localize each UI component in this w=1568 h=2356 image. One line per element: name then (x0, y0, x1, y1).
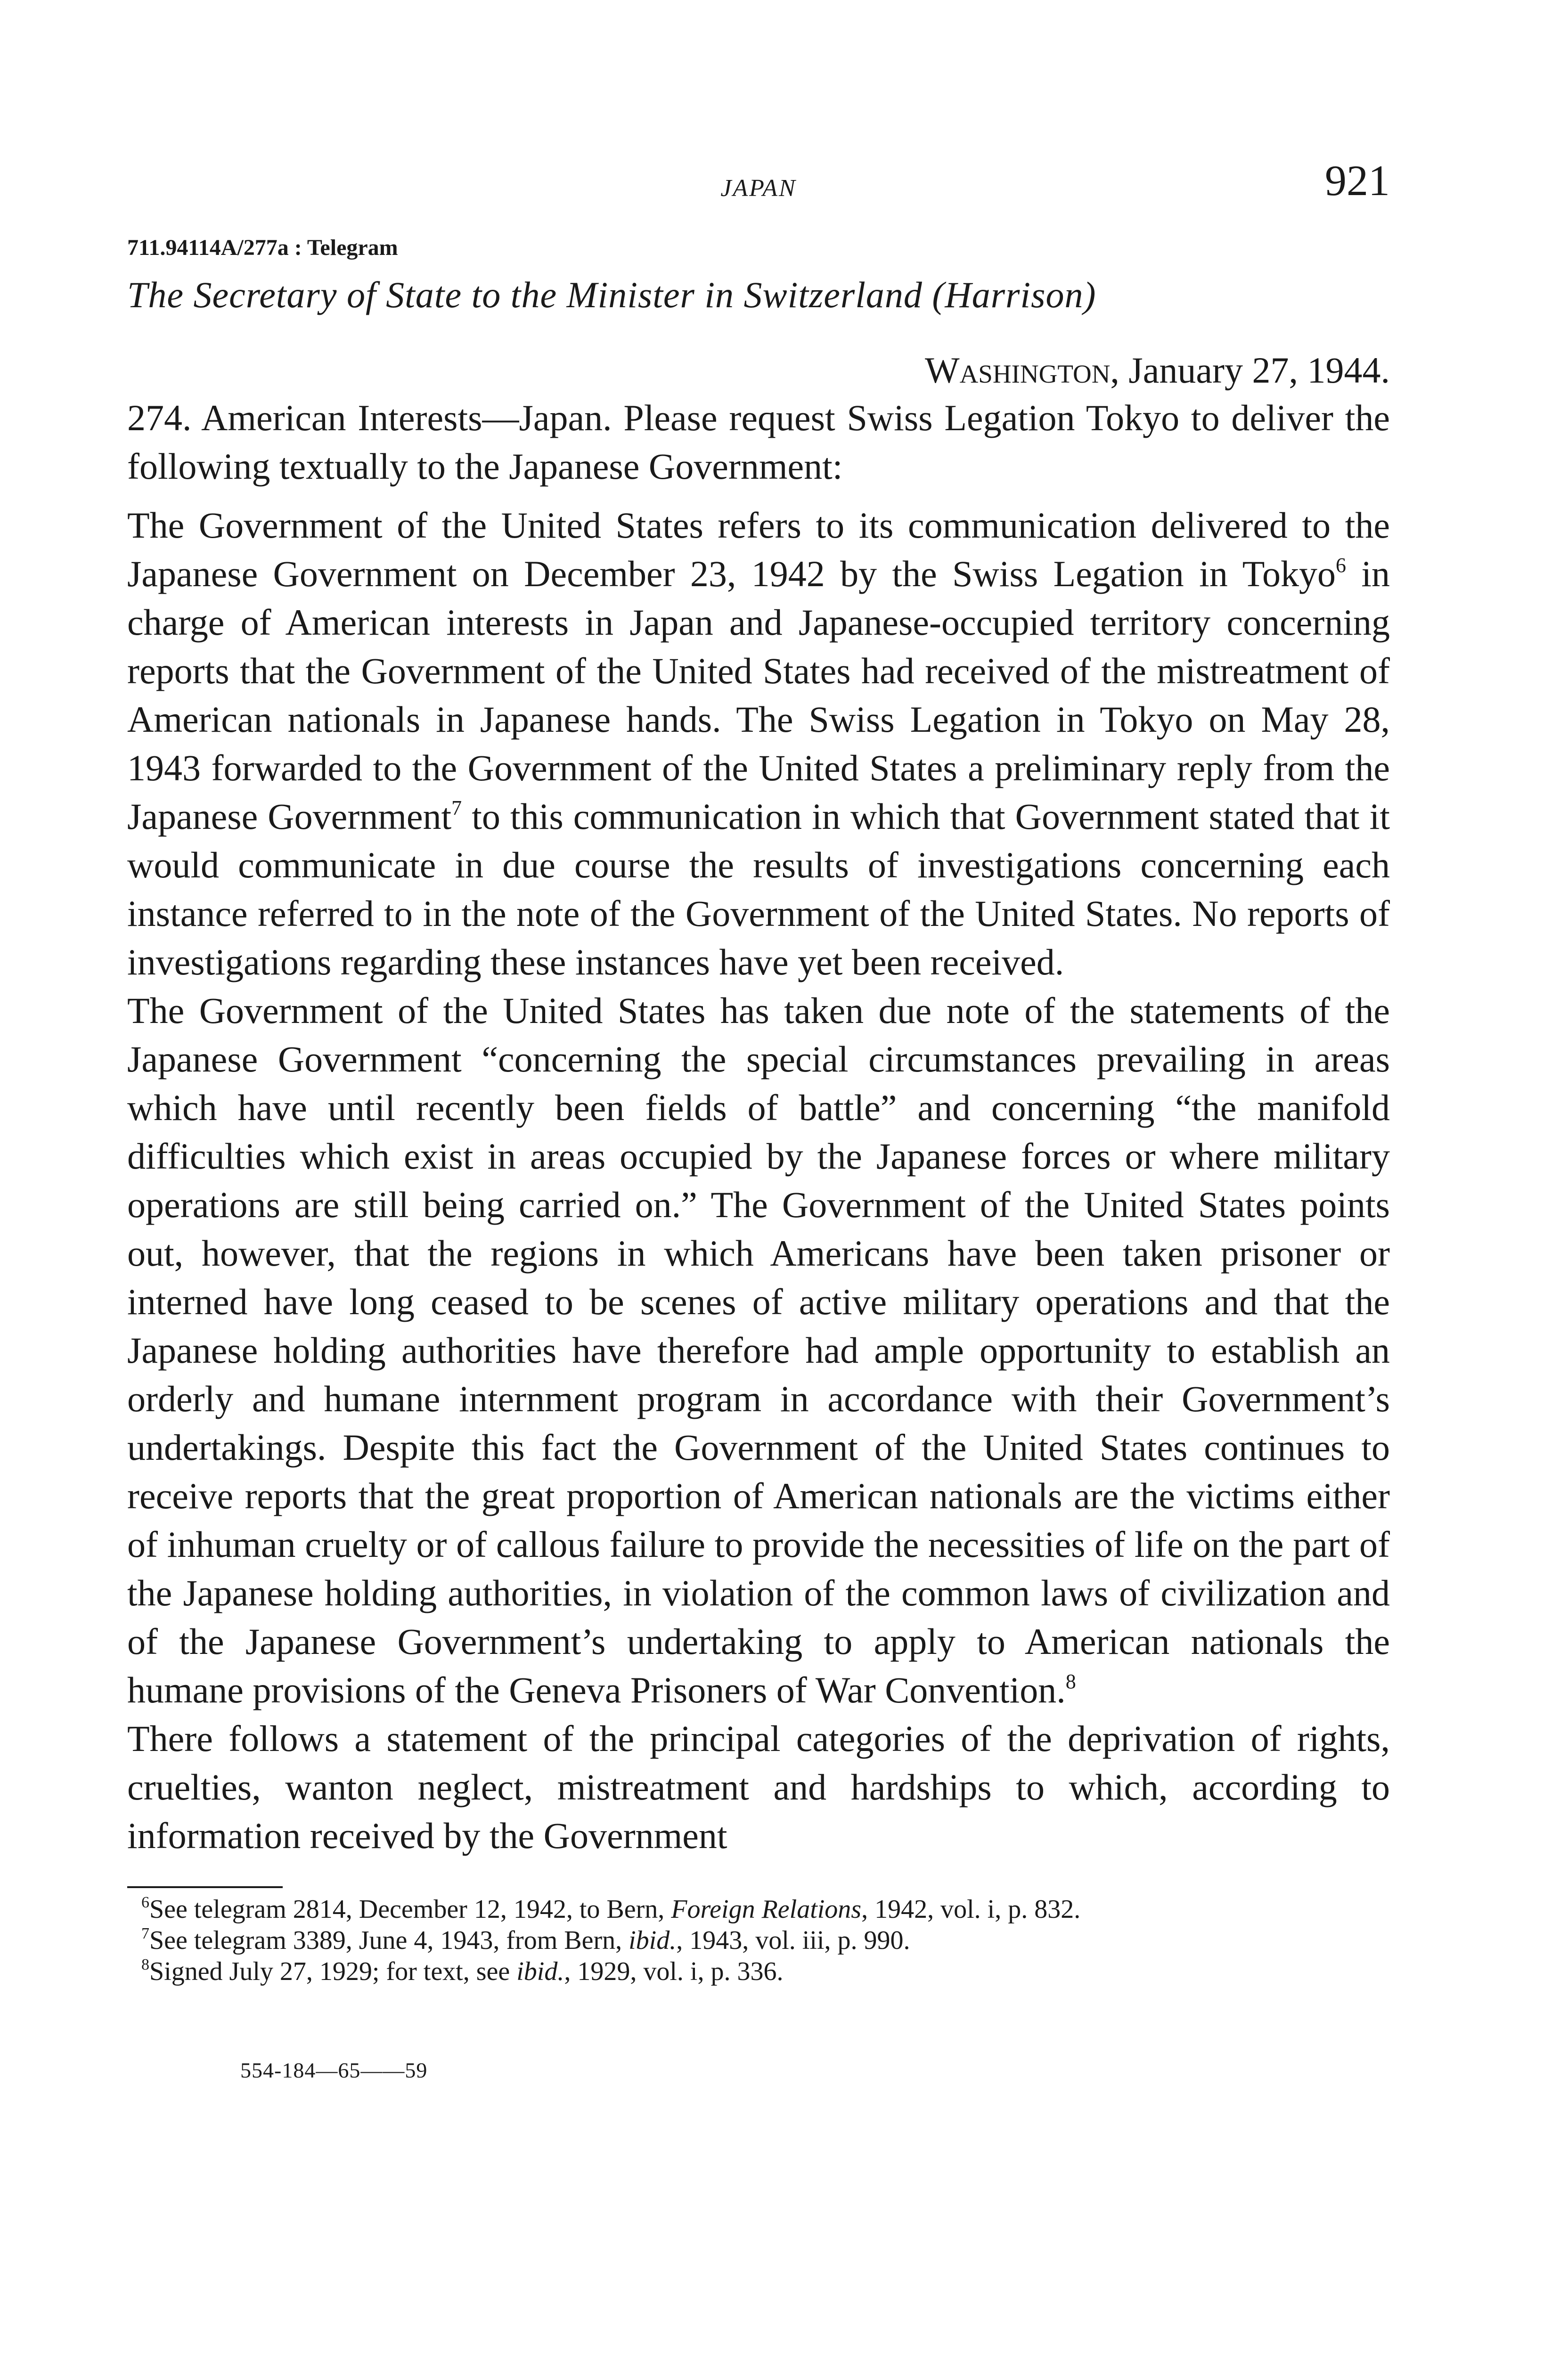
footnote-ref-6: 6 (1335, 554, 1346, 577)
footnote-number: 7 (141, 1925, 149, 1942)
para2-text: The Government of the United States has taken due note of the statements of the Japanese Government “concerning the special circumstances prevailing in areas which have until recently been fields of battle” and concerning “the manifold difficulties which exist in areas occupied by the Japanese forces or where military operations are still being carried on.” The Government of the United States points out, however, that the regions in which Americans have been taken prisoner or interned have long ceased to be scenes of active military operations and that the Japanese holding authorities have therefore had ample opportunity to establish an orderly and humane internment program in accordance with their Government’s undertakings. Despite this fact the Government of the United States continues to receive reports that the great proportion of American nationals are the victims either of inhuman cruelty or of callous failure to provide the necessities of life on the part of the Japanese holding authorities, in violation of the common laws of civilization and of the Japanese Government’s undertaking to apply to American nationals the humane provisions of the Geneva Prisoners of War Convention. (127, 990, 1390, 1710)
footnote-number: 8 (141, 1956, 149, 1973)
footnote-7 (127, 1925, 1390, 1956)
document-heading: The Secretary of State to the Minister in Switzerland (Harrison) (127, 274, 1096, 315)
footnote-text-end: , 1943, vol. iii, p. 990. (676, 1926, 910, 1955)
footnote-6 (127, 1894, 1390, 1925)
footnote-text: Signed July 27, 1929; for text, see (149, 1957, 517, 1986)
footnote-ref-7: 7 (451, 796, 462, 819)
footnote-italic: ibid. (516, 1957, 564, 1986)
dateline-place: Washington, (924, 350, 1119, 391)
page-number: 921 (1325, 156, 1390, 205)
body-paragraph-1 (127, 501, 1390, 986)
running-title: JAPAN (720, 175, 797, 202)
footnote-divider (127, 1886, 283, 1888)
footnote-number: 6 (141, 1894, 149, 1911)
body-paragraph-3: There follows a statement of the principal categories of the deprivation of rights, cruelties, wanton neglect, mistreatment and hardships to which, according to information received by the Government (127, 1718, 1390, 1856)
intro-paragraph: 274. American Interests—Japan. Please request Swiss Legation Tokyo to deliver the following textually to the Japanese Government: (127, 397, 1390, 487)
footnote-ref-8: 8 (1065, 1670, 1076, 1693)
para1-text-b: in charge of American interests in Japan and Japanese-occupied territory concerning reports that the Government of the United States had received of the mistreatment of American nationals in Japanese hands. The Swiss Legation in Tokyo on May 28, 1943 forwarded to the Government of the United States a preliminary reply from the Japanese Government (127, 553, 1390, 837)
footnote-italic: ibid. (629, 1926, 677, 1955)
document-page (127, 155, 1390, 2083)
running-header (127, 155, 1390, 217)
body-paragraph-2 (127, 986, 1390, 1714)
footnote-text-end: , 1929, vol. i, p. 336. (564, 1957, 784, 1986)
footnote-italic: Foreign Relations (671, 1895, 862, 1924)
para1-text-c: to this communication in which that Government stated that it would communicate in due course the results of investigations concerning each instance referred to in the note of the Government of the United States. No reports of investigations regarding these instances have yet been received. (127, 796, 1390, 982)
dateline (127, 349, 1390, 392)
file-reference: 711.94114A/277a : Telegram (127, 235, 398, 260)
para1-text-a: The Government of the United States refers to its communication delivered to the Japanese Government on December 23, 1942 by the Swiss Legation in Tokyo (127, 505, 1390, 594)
print-code: 554-184—65——59 (240, 2058, 428, 2082)
footnotes (127, 1894, 1390, 1987)
footnote-text: See telegram 3389, June 4, 1943, from Bern, (149, 1926, 629, 1955)
footnote-text-end: , 1942, vol. i, p. 832. (861, 1895, 1081, 1924)
dateline-date: January 27, 1944. (1128, 350, 1390, 391)
footnote-8 (127, 1956, 1390, 1987)
footnote-text: See telegram 2814, December 12, 1942, to Bern, (149, 1895, 671, 1924)
